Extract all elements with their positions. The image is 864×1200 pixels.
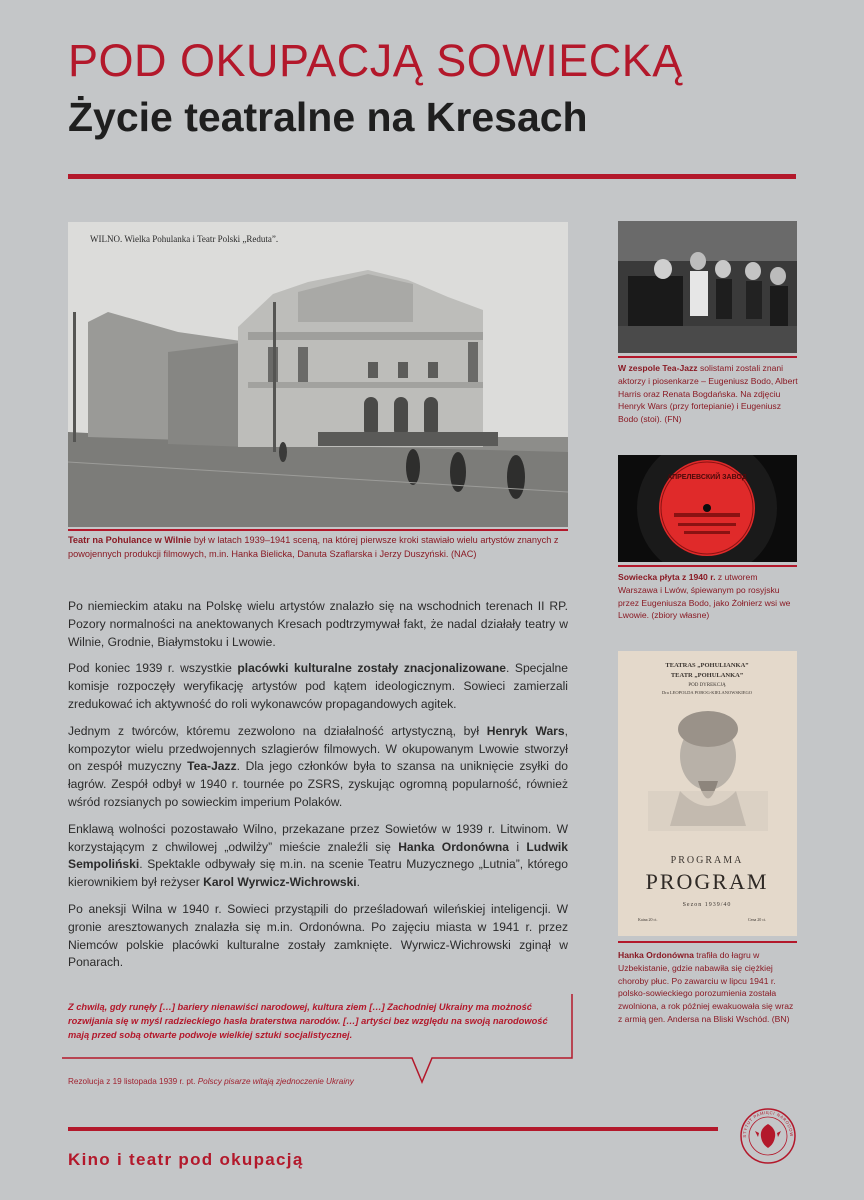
paragraph-2: Pod koniec 1939 r. wszystkie placówki kulturalne zostały znacjonalizowane. Specjalne komisje rozpoczęły weryfikację artystów pod kątem ideologicznym. Sowieci zamierzali zredukować ich aktywność do roli wykonawców propagandowych agitek. bbox=[68, 661, 568, 711]
side-photo2-caption: Sowiecka płyta z 1940 r. z utworem Warszawa i Lwów, śpiewanym po rosyjsku przez Eugeniusza Bodo, jako Żołnierz wsi we Lwowie. (zbiory własne) bbox=[618, 572, 791, 621]
photo-inscription: WILNO. Wielka Pohulanka i Teatr Polski „Reduta”. bbox=[90, 234, 279, 244]
side-photo1-caption: W zespole Tea-Jazz solistami zostali znani aktorzy i piosenkarze – Eugeniusz Bodo, Albert Harris oraz Renata Bogdańska. Na zdjęciu Henryk Wars (przy fortepianie) i Eugeniusz Bodo (stoi). (FN) bbox=[618, 363, 798, 425]
paragraph-3: Jednym z twórców, któremu zezwolono na działalność artystyczną, był Henryk Wars, kompozytor wielu przedwojennych szlagierów filmowych. W okupowanym Lwowie stworzył on zespół muzyczny Tea-Jazz. Dla jego członków była to szansa na uniknięcie zsyłki do łagrów. Zespół odbył w 1940 r. tournée po ZSRS, zyskując ogromną popularność, również wśród rozsianych po sowieckim imperium Polaków. bbox=[68, 723, 568, 809]
page-subtitle: Życie teatralne na Kresach bbox=[68, 94, 588, 140]
program-season: Sezon 1939/40 bbox=[682, 902, 732, 908]
side-photo3-caption: Hanka Ordonówna trafiła do łagru w Uzbekistanie, gdzie nabawiła się ciężkiej choroby płuc. Po zawarciu w lipcu 1941 r. polsko-sowieckiego porozumienia została zwolniona, a rok później ewakuowała się wraz z armią gen. Andersa na Bliski Wschód. (BN) bbox=[618, 950, 794, 1024]
emblem-text: STYTUT PAMIĘCI NARODOW bbox=[741, 1109, 795, 1138]
program-price-left: Kaina 20 ct. bbox=[638, 917, 658, 922]
quote-source: Rezolucja z 19 listopada 1939 r. pt. Polscy pisarze witają zjednoczenie Ukrainy bbox=[68, 1077, 354, 1086]
program-header-2: TEATR „POHULANKA” bbox=[670, 672, 744, 679]
program-header-1: TEATRAS „POHULIANKA” bbox=[665, 662, 749, 669]
article-body bbox=[68, 598, 568, 981]
paragraph-5: Po aneksji Wilna w 1940 r. Sowieci przystąpili do prześladowań wileńskiej inteligencji. W gronie aresztowanych znalazła się m.in. Ordonówna. Po zajęciu miasta w 1941 r. przez Niemców polskie placówki kulturalne zostały zamknięte. Wyrwicz-Wichrowski zginął w Ponarach. bbox=[68, 901, 568, 970]
paragraph-4: Enklawą wolności pozostawało Wilno, przekazane przez Sowietów w 1939 r. Litwinom. W korzystającym z chwilowej „odwilży” mieście znaleźli się Hanka Ordonówna i Ludwik Sempoliński. Spektakle odbywały się m.in. na scenie Teatru Muzycznego „Lutnia”, którego kierownikiem był reżyser Karol Wyrwicz-Wichrowski. bbox=[68, 821, 568, 890]
footer-rule bbox=[68, 1127, 718, 1131]
side-photo1-rule bbox=[618, 356, 797, 358]
ipn-emblem-icon bbox=[739, 1107, 797, 1165]
footer-title: Kino i teatr pod okupacją bbox=[68, 1150, 304, 1169]
program-big: PROGRAM bbox=[645, 869, 769, 894]
record-label-text: АПРЕЛЕВСКИЙ ЗАВОД bbox=[667, 474, 747, 481]
header-rule bbox=[68, 174, 796, 179]
side-photo2-rule bbox=[618, 565, 797, 567]
side-photo-program bbox=[618, 651, 797, 936]
main-photo-rule bbox=[68, 529, 568, 531]
quote-text: Z chwilą, gdy runęły […] bariery nienawiści narodowej, kultura ziem […] Zachodniej Ukrainy ma możność rozwijania się w myśl radzieckiego hasła braterstwa narodów. […] artyści bez względu na swoją narodowość mają przed sobą otwarte podwoje wielkiej sztuki socjalistycznej. bbox=[68, 1002, 548, 1040]
program-price-right: Cena 20 ct. bbox=[748, 917, 767, 922]
side-photo-tea-jazz bbox=[618, 221, 797, 353]
main-photo-theatre bbox=[68, 222, 568, 527]
program-small: PROGRAMA bbox=[670, 855, 744, 866]
side-photo-record bbox=[618, 455, 797, 562]
program-header-3: POD DYREKCJĄ bbox=[688, 683, 726, 688]
paragraph-1: Po niemieckim ataku na Polskę wielu artystów znalazło się na wschodnich terenach II RP. Pozory normalności na anektowanych Kresach podtrzymywał fakt, że nadal działały teatry w Wilnie, Grodnie, Białymstoku i Lwowie. bbox=[68, 599, 568, 649]
side-photo3-rule bbox=[618, 941, 797, 943]
page-title: POD OKUPACJĄ SOWIECKĄ bbox=[68, 35, 683, 86]
program-header-4: Dra LEOPOLDA POBOG-KIELANOWSKIEGO bbox=[662, 690, 752, 695]
main-photo-caption: Teatr na Pohulance w Wilnie był w latach 1939–1941 sceną, na której pierwsze kroki stawiało wielu artystów znanych z powojennych produkcji filmowych, m.in. Hanka Bielicka, Danuta Szaflarska i Jerzy Duszyński. (NAC) bbox=[68, 535, 559, 559]
